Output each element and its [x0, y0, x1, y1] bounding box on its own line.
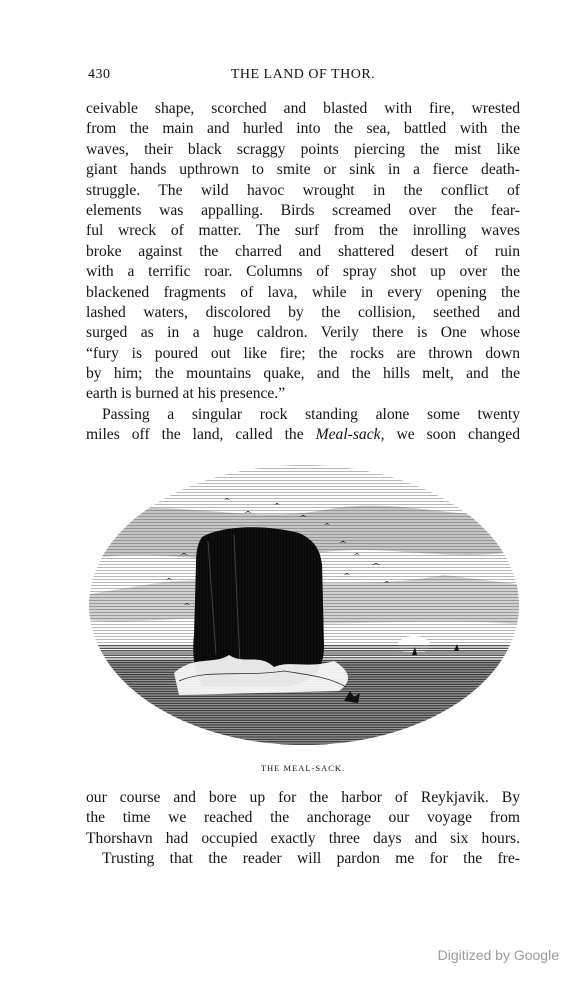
page-number: 430	[88, 67, 111, 82]
text-fragment: we soon changed	[384, 426, 520, 444]
text-line: struggle. The wild havoc wrought in the conflict of	[86, 181, 520, 199]
text-line: elements was appalling. Birds screamed over the fear-	[86, 201, 520, 219]
engraving-illustration	[84, 455, 524, 755]
text-line: Thorshavn had occupied exactly three days and six hours.	[86, 829, 520, 847]
text-line: lashed waters, discolored by the collision, seethed and	[86, 303, 520, 321]
text-block-bottom	[86, 788, 520, 870]
text-line: ful wreck of matter. The surf from the inrolling waves	[86, 222, 520, 240]
text-line: Trusting that the reader will pardon me for the fre-	[102, 850, 520, 868]
digitized-watermark: Digitized by Google	[437, 947, 559, 963]
text-block-top	[86, 99, 520, 446]
italic-place-name: Meal-sack,	[315, 426, 385, 444]
figure-caption: THE MEAL-SACK.	[260, 763, 346, 773]
text-line: Passing a singular rock standing alone some twenty	[102, 405, 520, 423]
running-head	[86, 67, 520, 87]
engraving-meal-sack	[84, 455, 524, 755]
text-line: waves, their black scraggy points piercing the mist like	[86, 140, 520, 158]
text-line: giant hands upthrown to smite or sink in a fierce death-	[86, 161, 520, 179]
text-line: ceivable shape, scorched and blasted with fire, wrested	[86, 100, 520, 117]
text-fragment: miles off the land, called the	[86, 426, 316, 444]
text-line: “fury is poured out like fire; the rocks are thrown down	[86, 344, 520, 362]
text-line-with-italic	[86, 425, 520, 445]
text-line: with a terrific roar. Columns of spray shot up over the	[86, 263, 520, 281]
text-line: our course and bore up for the harbor of Reykjavik. By	[86, 789, 520, 806]
text-line: from the main and hurled into the sea, battled with the	[86, 120, 520, 138]
text-line: blackened fragments of lava, while in every opening the	[86, 283, 520, 301]
text-line: by him; the mountains quake, and the hills melt, and the	[86, 365, 520, 383]
text-line: the time we reached the anchorage our voyage from	[86, 809, 520, 827]
running-title: THE LAND OF THOR.	[230, 67, 376, 82]
text-line: earth is burned at his presence.”	[86, 385, 286, 403]
text-line: surged as in a huge caldron. Verily there is One whose	[86, 324, 520, 342]
text-line: broke against the charred and shattered desert of ruin	[86, 242, 520, 260]
